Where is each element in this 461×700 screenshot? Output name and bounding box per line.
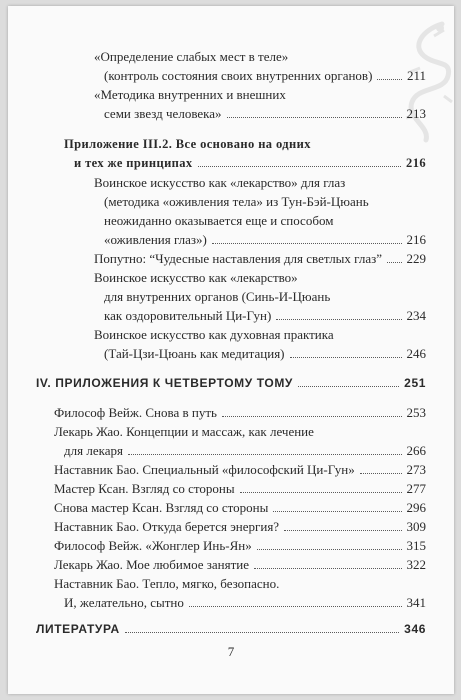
toc-entry-title: Философ Вейж. Снова в путь [54,405,217,420]
toc-entry-title: Лекарь Жао. Концепции и массаж, как лечение [54,424,314,439]
leader-dots [254,568,402,569]
toc-entry[interactable] [54,480,426,497]
toc-entry-title: Попутно: “Чудесные наставления для светлых глаз” [94,251,383,266]
leader-dots [240,492,402,493]
toc-entry-title: Наставник Бао. Специальный «философский Ци-Гун» [54,462,355,477]
toc-entry-title: Мастер Ксан. Взгляд со стороны [54,481,235,496]
toc-entry-title: Снова мастер Ксан. Взгляд со стороны [54,500,269,515]
toc-section-heading[interactable] [36,621,426,638]
toc-entry-title: Лекарь Жао. Мое любимое занятие [54,557,249,572]
leader-dots [212,243,402,244]
leader-dots [284,530,401,531]
leader-dots [290,357,402,358]
toc-page-number: 346 [404,622,426,636]
toc-entry-title: Наставник Бао. Тепло, мягко, безопасно. [54,576,280,591]
toc-page-number: 315 [406,538,426,553]
toc-entry-title: для внутренних органов (Синь-И-Цюань [104,289,331,304]
toc-entry-title: семи звезд человека» [104,106,222,121]
toc-entry-title: (методика «оживления тела» из Тун-Бэй-Цюань [104,194,369,209]
toc-entry[interactable] [104,345,426,362]
toc-page-number: 277 [406,481,426,496]
toc-section-title: IV. ПРИЛОЖЕНИЯ К ЧЕТВЕРТОМУ ТОМУ [36,376,293,390]
toc-page-number: 266 [406,443,426,458]
leader-dots [276,319,401,320]
toc-page-number: 216 [406,232,426,247]
leader-dots [227,117,402,118]
toc-entry-title: «оживления глаз») [104,232,207,247]
toc-entry[interactable] [94,250,426,267]
toc-entry[interactable] [104,105,426,122]
toc-entry-title: «Определение слабых мест в теле» [94,49,289,64]
toc-page-number: 322 [406,557,426,572]
toc-entry-title: неожиданно оказывается еще и способом [104,213,334,228]
leader-dots [189,606,402,607]
toc-page-number: 234 [406,308,426,323]
toc-entry[interactable] [94,48,348,65]
toc-entry[interactable] [54,575,384,592]
toc-page-number: 296 [406,500,426,515]
toc-entry[interactable] [54,423,384,440]
leader-dots [298,386,399,387]
toc-entry-title: для лекаря [64,443,123,458]
leader-dots [125,632,399,633]
toc-entry[interactable] [94,269,414,286]
toc-page-number: 229 [406,251,426,266]
leader-dots [387,262,401,263]
toc-page-number: 341 [406,595,426,610]
toc-entry[interactable] [54,556,426,573]
toc-page-number: 251 [404,376,426,390]
toc-entry[interactable] [104,307,426,324]
toc-section-title: ЛИТЕРАТУРА [36,622,120,636]
toc-entry-title: «Методика внутренних и внешних [94,87,286,102]
toc-entry[interactable] [54,499,426,516]
toc-entry[interactable] [64,442,426,459]
toc-entry-title: И, желательно, сытно [64,595,184,610]
leader-dots [273,511,401,512]
toc-entry[interactable] [94,326,414,343]
toc-entry[interactable] [104,193,424,210]
book-page [8,6,454,694]
toc-page-number: 211 [406,68,426,83]
leader-dots [198,166,401,167]
toc-entry[interactable] [54,518,426,535]
toc-entry-title: и тех же принципах [74,156,193,170]
toc-entry-title: Воинское искусство как «лекарство» [94,270,298,285]
toc-entry-title: Воинское искусство как «лекарство» для глаз [94,175,346,190]
toc-entry[interactable] [94,174,424,191]
toc-page-number: 273 [406,462,426,477]
toc-entry[interactable] [54,461,426,478]
toc-page-number: 309 [406,519,426,534]
toc-entry-title: как оздоровительный Ци-Гун) [104,308,272,323]
leader-dots [257,549,402,550]
toc-entry[interactable] [104,231,426,248]
toc-page-number: 253 [406,405,426,420]
toc-entry-heading[interactable] [64,136,384,153]
toc-entry-title: Наставник Бао. Откуда берется энергия? [54,519,280,534]
toc-entry[interactable] [104,212,424,229]
toc-page-number: 216 [406,156,426,170]
toc-entry[interactable] [104,67,426,84]
leader-dots [360,473,402,474]
toc-page-number: 246 [406,346,426,361]
toc-entry[interactable] [94,86,348,103]
leader-dots [128,454,402,455]
toc-entry-title: (Тай-Цзи-Цюань как медитация) [104,346,285,361]
toc-entry-title: Философ Вейж. «Жонглер Инь-Ян» [54,538,252,553]
toc-entry-title: (контроль состояния своих внутренних органов) [104,68,373,83]
toc-page-number: 213 [406,106,426,121]
toc-entry-title: Воинское искусство как духовная практика [94,327,334,342]
leader-dots [377,79,402,80]
toc-entry[interactable] [64,594,426,611]
toc-section-heading[interactable] [36,375,426,392]
leader-dots [222,416,402,417]
page-number: 7 [227,644,235,659]
toc-entry-heading[interactable] [74,155,426,172]
toc-entry[interactable] [54,404,426,421]
toc-entry-title: Приложение III.2. Все основано на одних [64,137,311,151]
toc-entry[interactable] [104,288,424,305]
toc-entry[interactable] [54,537,426,554]
